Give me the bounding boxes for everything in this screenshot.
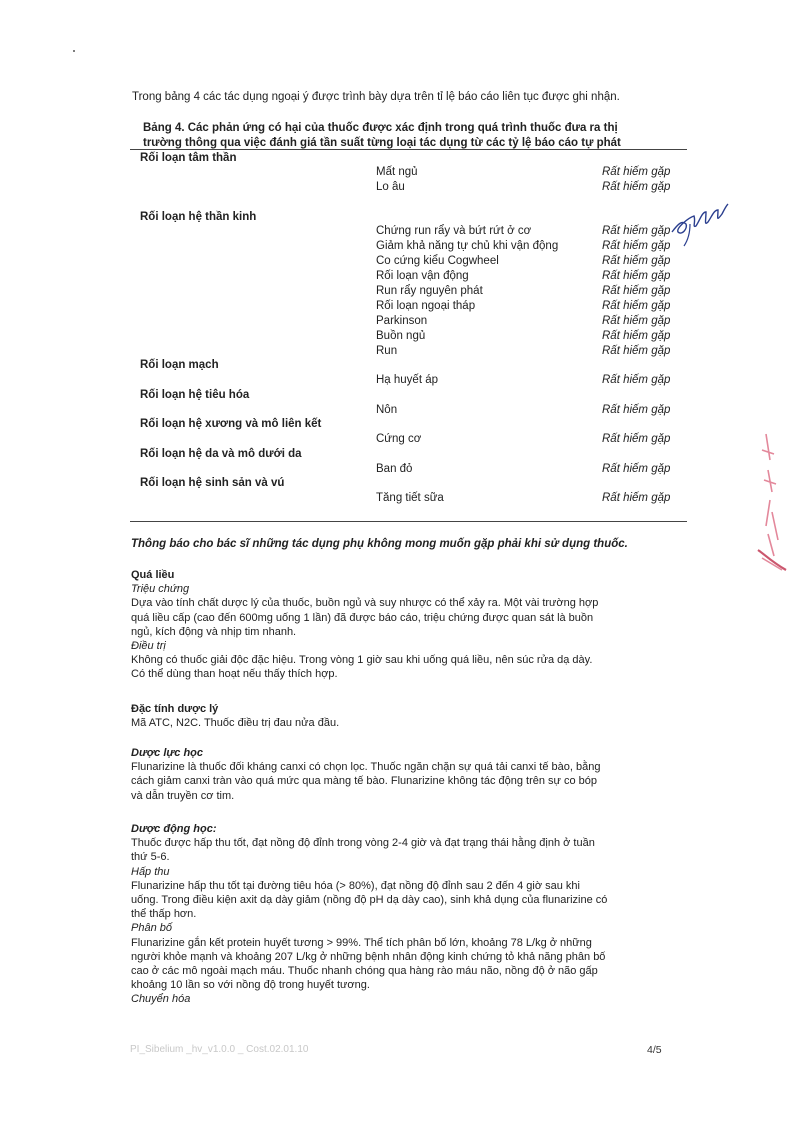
paragraph-line: uống. Trong điều kiện axit dạ dày giảm (nồng độ pH dạ dày cao), sinh khả dụng của flunarizine có: [131, 894, 608, 907]
effect-frequency: Rất hiếm gặp: [602, 240, 671, 252]
effect-name: Cứng cơ: [376, 433, 422, 445]
pharmacology-section: [131, 702, 691, 730]
effect-name: Giảm khả năng tự chủ khi vận động: [376, 240, 559, 252]
effect-frequency: Rất hiếm gặp: [602, 492, 671, 504]
paragraph-line: người khỏe mạnh và khoảng 207 L/kg ở những bệnh nhân động kinh chứng tỏ khả năng phân bố: [131, 950, 606, 963]
effect-frequency: Rất hiếm gặp: [602, 285, 671, 297]
effect-frequency: Rất hiếm gặp: [602, 315, 671, 327]
overdose-section: [131, 568, 691, 682]
paragraph-line: Dựa vào tính chất dược lý của thuốc, buồn ngủ và suy nhược có thể xảy ra. Một vài trường hợp: [131, 597, 599, 610]
table-caption: [143, 121, 621, 151]
table-top-rule: [130, 149, 687, 150]
red-stamp-mark: [752, 430, 792, 580]
effect-name: Nôn: [376, 404, 398, 416]
table-caption-line: Bảng 4. Các phản ứng có hại của thuốc được xác định trong quá trình thuốc đưa ra thị: [143, 122, 618, 134]
section-heading: Dược lực học: [131, 747, 203, 759]
paragraph-line: quá liều cấp (cao đến 600mg uống 1 lần) đã được báo cáo, triệu chứng được quan sát là buồn: [131, 611, 594, 624]
table-bottom-rule: [130, 521, 687, 522]
effect-name: Ban đỏ: [376, 463, 413, 475]
paragraph-line: Flunarizine hấp thu tốt tại đường tiêu hóa (> 80%), đạt nồng độ đỉnh sau 2 đến 4 giờ sau khi: [131, 879, 580, 892]
effect-name: Parkinson: [376, 315, 428, 327]
table-caption-line: trường thông qua việc đánh giá tần suất từng loại tác dụng từ các tỷ lệ báo cáo tự phát: [143, 137, 621, 149]
paragraph-line: Flunarizine gắn kết protein huyết tương > 99%. Thể tích phân bố lớn, khoảng 78 L/kg ở những: [131, 936, 592, 949]
footer-document-id: PI_Sibelium _hv_v1.0.0 _ Cost.02.01.10: [130, 1044, 309, 1055]
subsection-label: Điều trị: [131, 640, 166, 653]
paragraph-line: Flunarizine là thuốc đối kháng canxi có chọn lọc. Thuốc ngăn chặn sự quá tải canxi tế bào, bằng: [131, 761, 601, 774]
effect-frequency: Rất hiếm gặp: [602, 433, 671, 445]
category-label: Rối loạn hệ sinh sản và vú: [140, 477, 285, 489]
section-heading: Quá liều: [131, 569, 175, 581]
intro-text: Trong bảng 4 các tác dụng ngoại ý được trình bày dựa trên tỉ lệ báo cáo liên tục được ghi nhận.: [132, 91, 620, 103]
effect-name: Rối loạn ngoại tháp: [376, 300, 476, 312]
paragraph-line: Thuốc được hấp thu tốt, đạt nồng độ đỉnh trong vòng 2-4 giờ và đạt trạng thái hằng định ở tuần: [131, 837, 595, 850]
paragraph-line: ngủ, kích động và nhịp tim nhanh.: [131, 625, 297, 638]
effect-name: Mất ngủ: [376, 166, 418, 178]
category-label: Rối loạn hệ thần kinh: [140, 211, 257, 223]
effect-name: Co cứng kiểu Cogwheel: [376, 255, 499, 267]
paragraph-line: Không có thuốc giải độc đặc hiệu. Trong vòng 1 giờ sau khi uống quá liều, nên súc rửa dạ dày.: [131, 654, 593, 667]
section-heading: Dược động học:: [131, 823, 217, 835]
effect-name: Chứng run rẩy và bứt rứt ở cơ: [376, 225, 532, 237]
pharmacodynamics-section: [131, 746, 691, 803]
category-label: Rối loạn mạch: [140, 359, 219, 371]
scan-speck: [73, 50, 75, 52]
effect-frequency: Rất hiếm gặp: [602, 181, 671, 193]
doctor-notice: Thông báo cho bác sĩ những tác dụng phụ không mong muốn gặp phải khi sử dụng thuốc.: [131, 538, 628, 550]
effect-name: Tăng tiết sữa: [376, 492, 444, 504]
category-label: Rối loạn hệ xương và mô liên kết: [140, 418, 322, 430]
paragraph-line: cách giảm canxi tràn vào quá mức qua màng tế bào. Flunarizine không tác động trên sự co bóp: [131, 775, 597, 788]
category-label: Rối loạn tâm thần: [140, 152, 237, 164]
paragraph-line: Có thể dùng than hoạt nếu thấy thích hợp.: [131, 668, 338, 681]
pharmacokinetics-section: [131, 822, 691, 1007]
effect-frequency: Rất hiếm gặp: [602, 463, 671, 475]
subsection-label: Phân bố: [131, 922, 172, 935]
effect-frequency: Rất hiếm gặp: [602, 345, 671, 357]
paragraph-line: Mã ATC, N2C. Thuốc điều trị đau nửa đầu.: [131, 717, 340, 730]
effect-frequency: Rất hiếm gặp: [602, 166, 671, 178]
effect-name: Run: [376, 345, 398, 357]
paragraph-line: thể thấp hơn.: [131, 908, 197, 921]
effect-frequency: Rất hiếm gặp: [602, 404, 671, 416]
page-number: 4/5: [647, 1044, 662, 1056]
paragraph-line: và dẫn truyền cơ tim.: [131, 789, 235, 802]
effect-frequency: Rất hiếm gặp: [602, 300, 671, 312]
effect-name: Rối loạn vận động: [376, 270, 469, 282]
category-label: Rối loạn hệ da và mô dưới da: [140, 448, 302, 460]
subsection-label: Chuyển hóa: [131, 993, 191, 1006]
effect-name: Run rẩy nguyên phát: [376, 285, 483, 297]
effect-frequency: Rất hiếm gặp: [602, 330, 671, 342]
subsection-label: Triệu chứng: [131, 583, 190, 596]
category-label: Rối loạn hệ tiêu hóa: [140, 389, 250, 401]
effect-frequency: Rất hiếm gặp: [602, 225, 671, 237]
paragraph-line: khoảng 10 lần so với nồng độ trong huyết tương.: [131, 979, 370, 992]
effect-name: Buồn ngủ: [376, 330, 426, 342]
effect-frequency: Rất hiếm gặp: [602, 255, 671, 267]
subsection-label: Hấp thu: [131, 865, 170, 878]
signature-scribble: [668, 198, 730, 248]
paragraph-line: thứ 5-6.: [131, 851, 170, 864]
effect-frequency: Rất hiếm gặp: [602, 270, 671, 282]
effect-frequency: Rất hiếm gặp: [602, 374, 671, 386]
paragraph-line: cao ở các mô ngoài mạch máu. Thuốc nhanh chóng qua hàng rào máu não, nồng độ ở não gấp: [131, 965, 598, 978]
effect-name: Hạ huyết áp: [376, 374, 439, 386]
section-heading: Đặc tính dược lý: [131, 703, 219, 715]
effect-name: Lo âu: [376, 181, 405, 193]
